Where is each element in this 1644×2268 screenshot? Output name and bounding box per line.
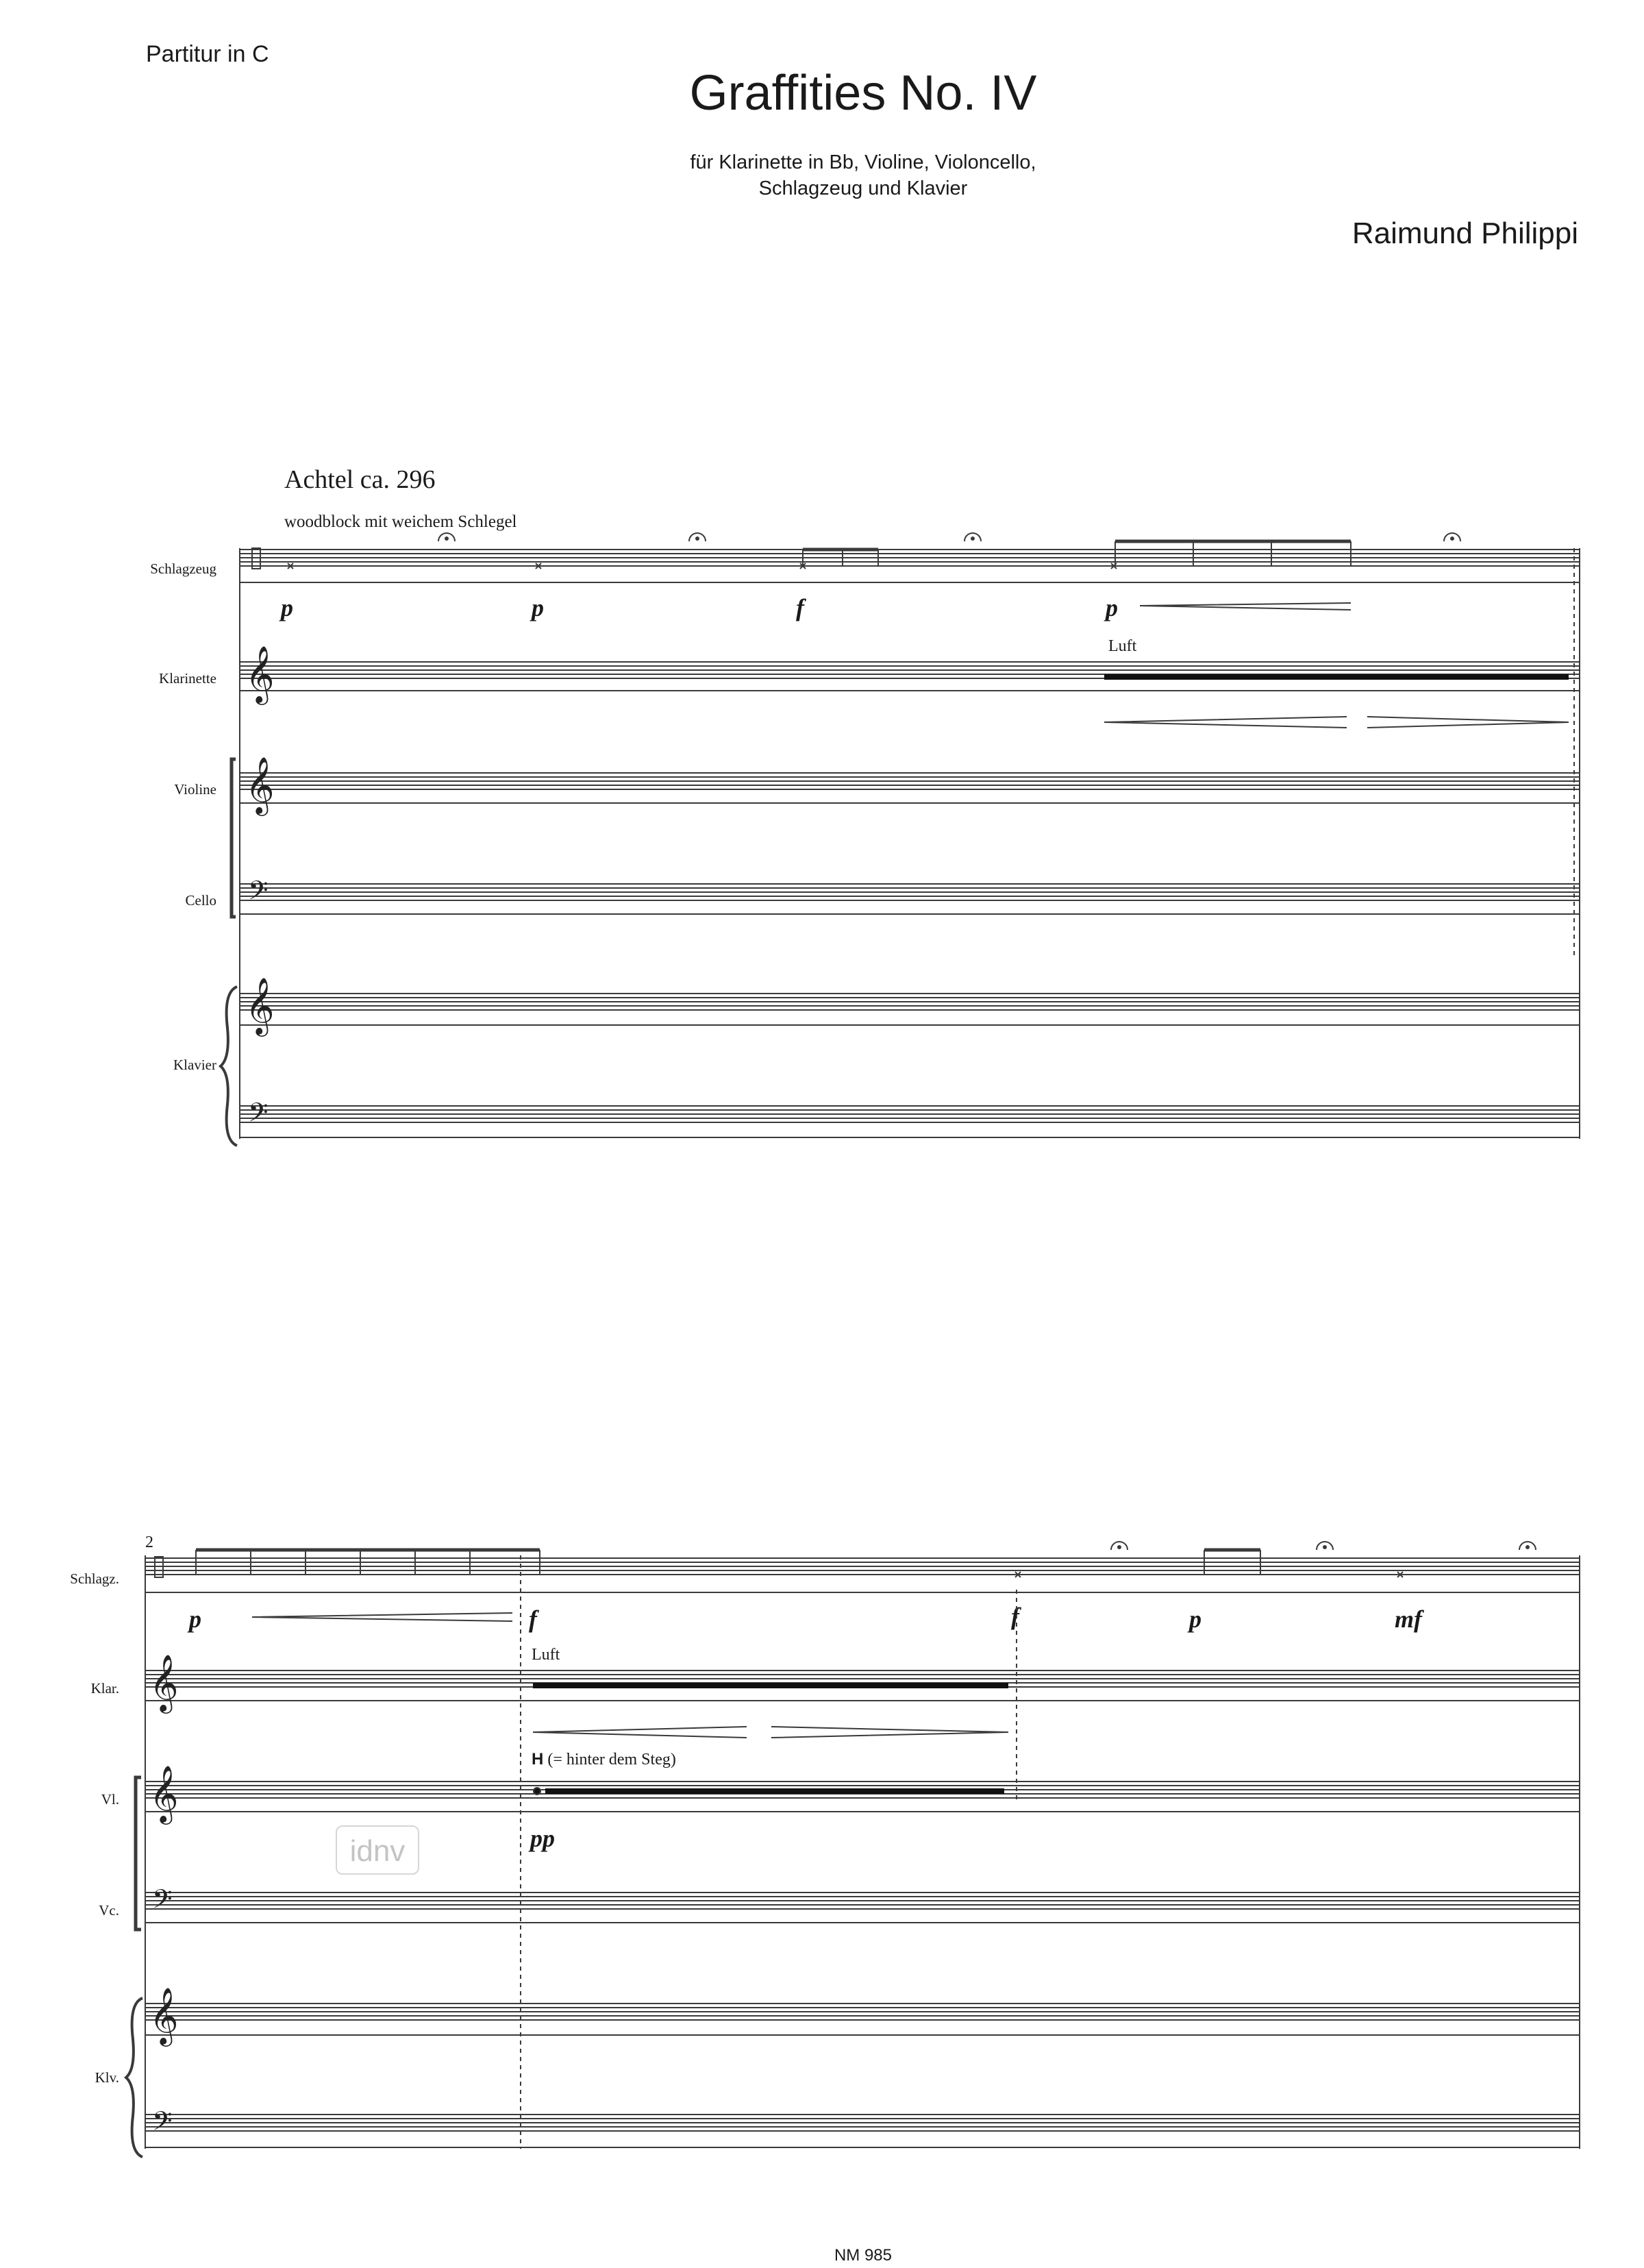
crescendo-hairpin	[252, 1613, 512, 1621]
crescendo-hairpin	[1104, 717, 1347, 728]
treble-clef-icon: 𝄞	[245, 976, 275, 1034]
instrument-label-piano: Klv.	[95, 2069, 119, 2086]
strings-bracket	[136, 1777, 141, 1930]
technique-letter: H	[532, 1750, 544, 1768]
dynamic-marking: p	[1106, 594, 1118, 621]
instrument-label-clarinet: Klarinette	[159, 670, 216, 687]
instrument-label-percussion: Schlagz.	[70, 1570, 119, 1587]
clefs	[149, 645, 275, 2143]
instrument-label-violin: Violine	[174, 781, 216, 798]
bass-clef-icon: 𝄢	[152, 2106, 173, 2143]
crescendo-hairpin	[533, 1727, 747, 1738]
dynamic-marking: mf	[1395, 1605, 1422, 1633]
treble-clef-icon: 𝄞	[149, 1764, 179, 1822]
dynamic-marking: p	[1189, 1605, 1201, 1633]
treble-clef-icon: 𝄞	[149, 1653, 179, 1711]
treble-clef-icon: 𝄞	[245, 645, 275, 702]
dynamic-marking: p	[189, 1605, 201, 1633]
dynamic-marking: f	[1011, 1603, 1019, 1630]
piano-lower-staff	[240, 1106, 1580, 1137]
subtitle-line-2: Schlagzeug und Klavier	[758, 177, 968, 199]
measure-number: 2	[145, 1533, 153, 1551]
piano-upper-staff	[145, 2004, 1580, 2035]
fermata-marks	[1111, 1542, 1536, 1550]
technique-text: (= hinter dem Steg)	[547, 1751, 676, 1768]
page-title: Graffities No. IV	[689, 66, 1037, 121]
percussion-notes	[288, 541, 1351, 569]
instrument-label-percussion: Schlagzeug	[150, 560, 216, 577]
violin-staff	[240, 773, 1580, 803]
system-1	[221, 533, 1580, 1146]
edition-label: Partitur in C	[146, 41, 269, 67]
bass-clef-icon: 𝄢	[248, 875, 269, 912]
composer-name: Raimund Philippi	[1352, 217, 1578, 250]
subtitle-line-1: für Klarinette in Bb, Violine, Violoncello,	[690, 151, 1036, 173]
dynamic-marking: pp	[530, 1825, 555, 1852]
piano-lower-staff	[145, 2115, 1580, 2147]
piano-brace	[126, 1998, 142, 2157]
piano-upper-staff	[240, 994, 1580, 1025]
percussion-notes	[196, 1550, 1403, 1577]
decrescendo-hairpin	[771, 1727, 1008, 1738]
violin-staff	[145, 1782, 1580, 1812]
cello-staff	[240, 884, 1580, 914]
decrescendo-hairpin	[1367, 717, 1569, 728]
note-head	[534, 1788, 540, 1795]
instrument-label-cello: Vc.	[99, 1902, 119, 1919]
dynamic-marking: f	[529, 1605, 537, 1633]
system-2	[126, 1542, 1580, 2157]
bass-clef-icon: 𝄢	[152, 1884, 173, 1921]
dynamic-marking: p	[532, 594, 544, 621]
dynamic-marking: f	[796, 594, 804, 621]
bass-clef-icon: 𝄢	[248, 1097, 269, 1134]
instrument-label-violin: Vl.	[101, 1791, 119, 1808]
technique-label-air: Luft	[1108, 637, 1137, 655]
treble-clef-icon: 𝄞	[149, 1986, 179, 2044]
dynamic-marking: p	[281, 594, 293, 621]
treble-clef-icon: 𝄞	[245, 756, 275, 813]
instrument-label-piano: Klavier	[173, 1057, 216, 1073]
percussion-staff	[240, 548, 1580, 582]
catalog-number: NM 985	[834, 2246, 893, 2265]
technique-label-air: Luft	[532, 1646, 560, 1664]
percussion-instruction: woodblock mit weichem Schlegel	[284, 513, 517, 531]
strings-bracket	[232, 759, 236, 917]
crescendo-hairpin	[1140, 603, 1351, 610]
piano-brace	[221, 987, 237, 1146]
tempo-marking: Achtel ca. 296	[284, 465, 436, 494]
instrument-label-cello: Cello	[185, 892, 216, 909]
cello-staff	[145, 1893, 1580, 1923]
instrument-label-clarinet: Klar.	[90, 1680, 119, 1697]
watermark-logo: idnv	[336, 1825, 419, 1875]
